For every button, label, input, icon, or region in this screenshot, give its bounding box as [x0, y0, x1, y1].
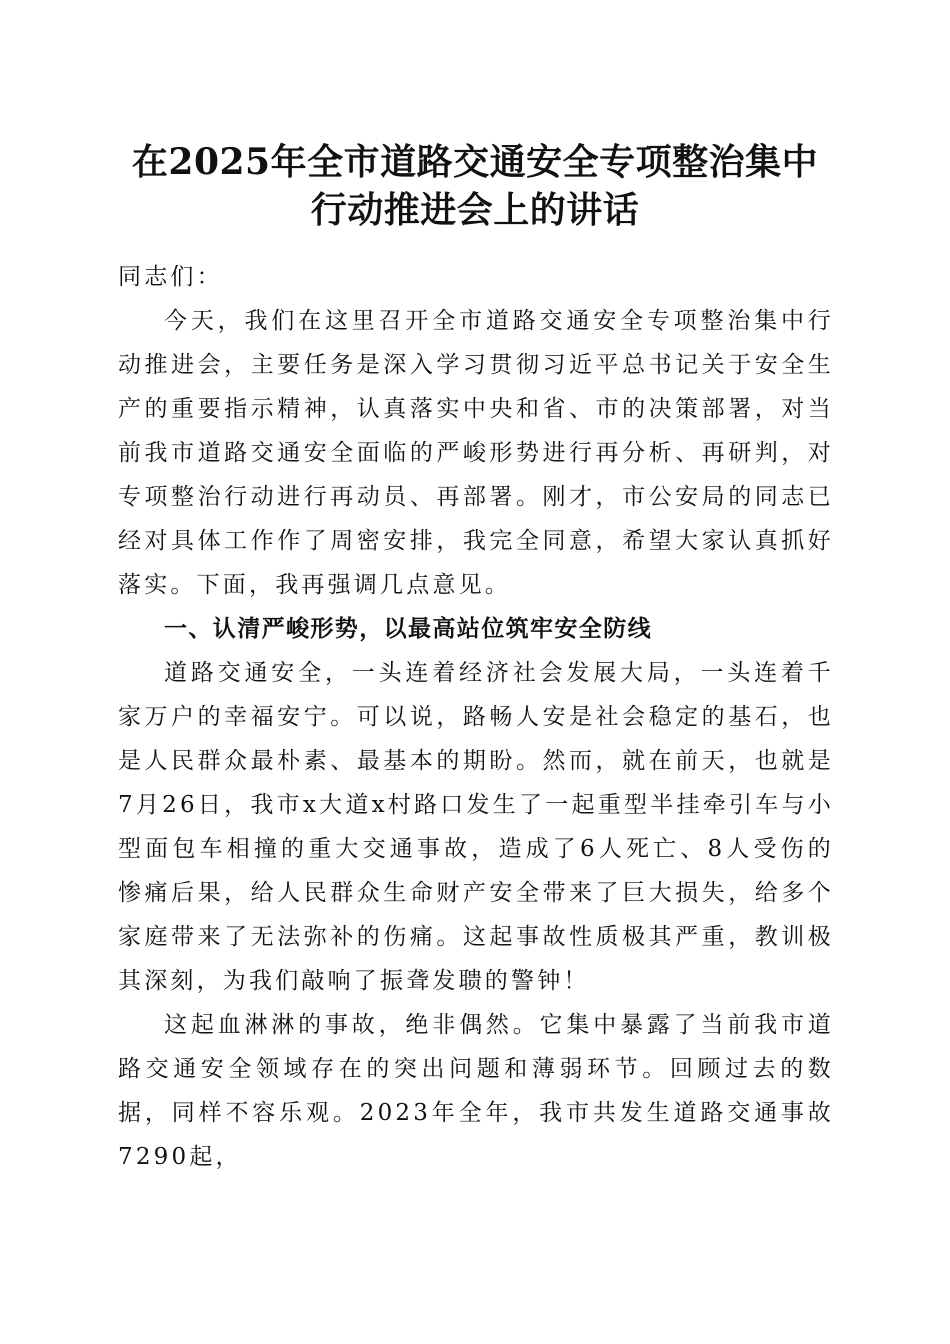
- document-body: [118, 255, 834, 1179]
- paragraph-situation: 道路交通安全，一头连着经济社会发展大局，一头连着千家万户的幸福安宁。可以说，路畅人安是社会稳定的基石，也是人民群众最朴素、最基本的期盼。然而，就在前天，也就是7月26日，我市x大道x村路口发生了一起重型半挂牵引车与小型面包车相撞的重大交通事故，造成了6人死亡、8人受伤的惨痛后果，给人民群众生命财产安全带来了巨大损失，给多个家庭带来了无法弥补的伤痛。这起事故性质极其严重，教训极其深刻，为我们敲响了振聋发聩的警钟！: [118, 660, 834, 994]
- section-heading-1: 一、认清严峻形势，以最高站位筑牢安全防线: [164, 616, 652, 642]
- document-title: 在2025年全市道路交通安全专项整治集中行动推进会上的讲话: [131, 141, 819, 231]
- salutation: 同志们：: [118, 264, 223, 290]
- paragraph-analysis: 这起血淋淋的事故，绝非偶然。它集中暴露了当前我市道路交通安全领域存在的突出问题和薄弱环节。回顾过去的数据，同样不容乐观。2023年全年，我市共发生道路交通事故7290起，: [118, 1012, 834, 1170]
- paragraph-opening: 今天，我们在这里召开全市道路交通安全专项整治集中行动推进会，主要任务是深入学习贯彻习近平总书记关于安全生产的重要指示精神，认真落实中央和省、市的决策部署，对当前我市道路交通安全面临的严峻形势进行再分析、再研判，对专项整治行动进行再动员、再部署。刚才，市公安局的同志已经对具体工作作了周密安排，我完全同意，希望大家认真抓好落实。下面，我再强调几点意见。: [118, 308, 834, 598]
